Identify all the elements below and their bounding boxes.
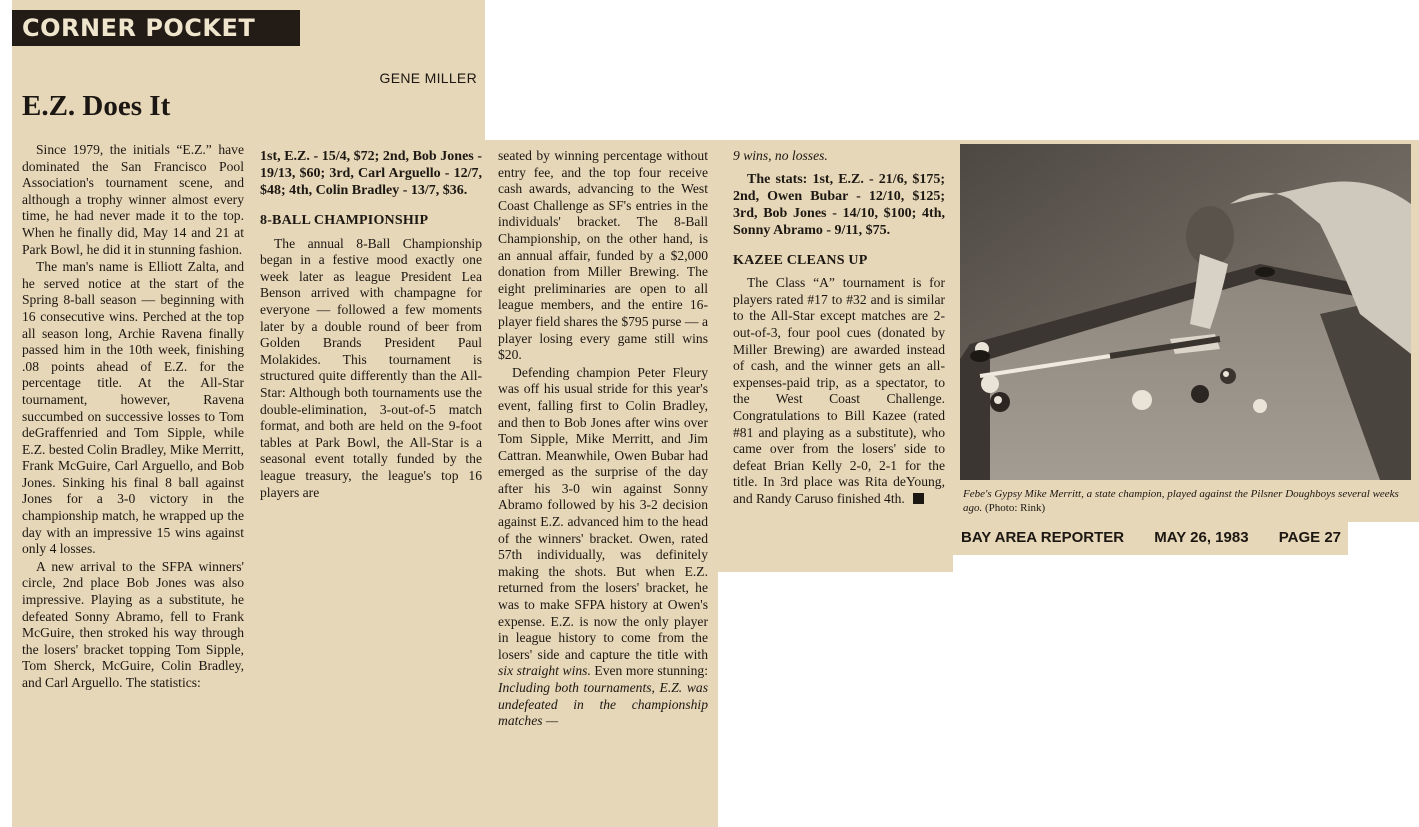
emphasis: Including both tournaments, E.Z. was undefeated in the championship matches — bbox=[498, 680, 708, 729]
paper-name: BAY AREA REPORTER bbox=[961, 529, 1125, 546]
clipping-footer bbox=[953, 522, 1348, 555]
paragraph-text: The Class “A” tournament is for players rated #17 to #32 and is similar to the All-Star except matches are 2-out-of-3, four pool cues (donated by Miller Brewing) are awarded instead of cash, and the winner gets an all-expenses-paid trip, as a spectator, to the West Coast Challenge. Congratulations to Bill Kazee (rated #81 and playing as a substitute), who came over from the losers' side to defeat Brian Kelly 2-0, 2-1 for the title. In 3rd place was Rita deYoung, and Randy Caruso finished 4th. bbox=[733, 275, 945, 506]
footer bbox=[961, 529, 1341, 546]
caption-text: Febe's Gypsy Mike Merritt, a state champion, played against the Pilsner Doughboys several weeks ago. bbox=[963, 488, 1399, 514]
paragraph bbox=[733, 275, 945, 507]
column-1 bbox=[22, 142, 244, 692]
emphasis: 9 wins, no losses. bbox=[733, 148, 828, 163]
pool-table-illustration bbox=[960, 144, 1411, 480]
paragraph: The man's name is Elliott Zalta, and he served notice at the start of the Spring 8-ball season — beginning with 16 consecutive wins. Perched at the top all season long, Archie Ravena finally passed him in the 10th week, finishing .08 points ahead of E.Z. for the percentage title. At the All-Star tournament, however, Ravena succumbed on successive losses to Tom deGraffenried and Tom Sipple, while E.Z. bested Colin Bradley, Mike Merritt, Frank McGuire, Carl Arguello, and Bob Jones. Sinking his final 8 ball against Jones for a 3-0 victory in the championship match, he wrapped up the day with an impressive 15 wins against only 4 losses. bbox=[22, 259, 244, 557]
section-banner: CORNER POCKET bbox=[12, 10, 300, 46]
paragraph bbox=[733, 148, 945, 165]
end-mark-icon bbox=[913, 493, 924, 504]
allstar-stats: 1st, E.Z. - 15/4, $72; 2nd, Bob Jones - 19/13, $60; 3rd, Carl Arguello - 12/7, $48; 4th, Colin Bradley - 13/7, $36. bbox=[260, 149, 482, 198]
paragraph: Since 1979, the initials “E.Z.” have dominated the San Francisco Pool Association's tournament scene, and although a trophy winner almost every time, he had never made it to the top. When he finally did, May 14 and 21 at Park Bowl, he did it in stunning fashion. bbox=[22, 142, 244, 257]
clipping-column-4 bbox=[718, 140, 953, 572]
paragraph: A new arrival to the SFPA winners' circle, 2nd place Bob Jones was also impressive. Playing as a substitute, he defeated Sonny Abramo, fell to Frank McGuire, then stroked his way through the losers' bracket topping Tom Sipple, Tom Sherck, McGuire, Colin Bradley, and Carl Arguello. The statistics: bbox=[22, 558, 244, 690]
subhead-kazee: KAZEE CLEANS UP bbox=[733, 252, 868, 268]
championship-stats: The stats: 1st, E.Z. - 21/6, $175; 2nd, Owen Bubar - 12/10, $125; 3rd, Bob Jones - 14/10, $100; 4th, Sonny Abramo - 9/11, $75. bbox=[733, 171, 945, 238]
column-4 bbox=[733, 148, 945, 508]
paragraph: The annual 8-Ball Championship began in a festive mood exactly one week later as league President Lea Benson arrived with champagne for everyone — followed a few moments later by a double round of beer from Golden Brands President Paul Molakides. This tournament is structured quite differently than the All-Star: Although both tournaments use the double-elimination, 3-out-of-5 match format, and both are held on the 9-foot tables at Park Bowl, the All-Star is a seasonal event totally funded by the league treasury, the league's top 16 players are bbox=[260, 235, 482, 500]
column-3 bbox=[498, 148, 708, 730]
clipping-column-3 bbox=[483, 140, 718, 827]
headline: E.Z. Does It bbox=[22, 90, 171, 122]
pool-player-photo bbox=[960, 144, 1411, 480]
clipping-main bbox=[12, 0, 485, 827]
column-2 bbox=[260, 148, 482, 501]
paragraph-text: Defending champion Peter Fleury was off his usual stride for this year's event, falling first to Colin Bradley, and then to Bob Jones after wins over Tom Sipple, Mike Merritt, and Jim Cattran. Meanwhile, Owen Bubar had emerged as the surprise of the day after his 3-0 win against Sonny Abramo followed by his 3-2 decision against E.Z. advanced him to the head of the winners' bracket. Owen, rated 57th individually, was definitely making the shots. But when E.Z. returned from the losers' bracket, he was to make SFPA history at Owen's expense. E.Z. is now the only player in league history to come from the losers' side and capture the title with bbox=[498, 364, 708, 662]
paragraph-text: Even more stunning: bbox=[590, 663, 708, 679]
clipping-photo bbox=[953, 140, 1419, 522]
page-number: PAGE 27 bbox=[1278, 529, 1341, 546]
paragraph bbox=[498, 365, 708, 730]
subhead-8ball: 8-BALL CHAMPIONSHIP bbox=[260, 213, 429, 228]
photo-caption bbox=[963, 487, 1409, 515]
byline: GENE MILLER bbox=[379, 70, 477, 86]
emphasis: six straight wins. bbox=[498, 663, 591, 679]
issue-date: MAY 26, 1983 bbox=[1154, 529, 1249, 546]
paragraph: seated by winning percentage without entry fee, and the top four receive cash awards, advancing to the West Coast Challenge as SF's entries in the individuals' bracket. The 8-Ball Championship, on the other hand, is an annual affair, funded by a $2,000 donation from Miller Brewing. The eight preliminaries are open to all league members, and the entire 16-player field shares the $795 purse — a player losing every game still wins $20. bbox=[498, 148, 708, 363]
photo-credit: (Photo: Rink) bbox=[985, 502, 1046, 514]
